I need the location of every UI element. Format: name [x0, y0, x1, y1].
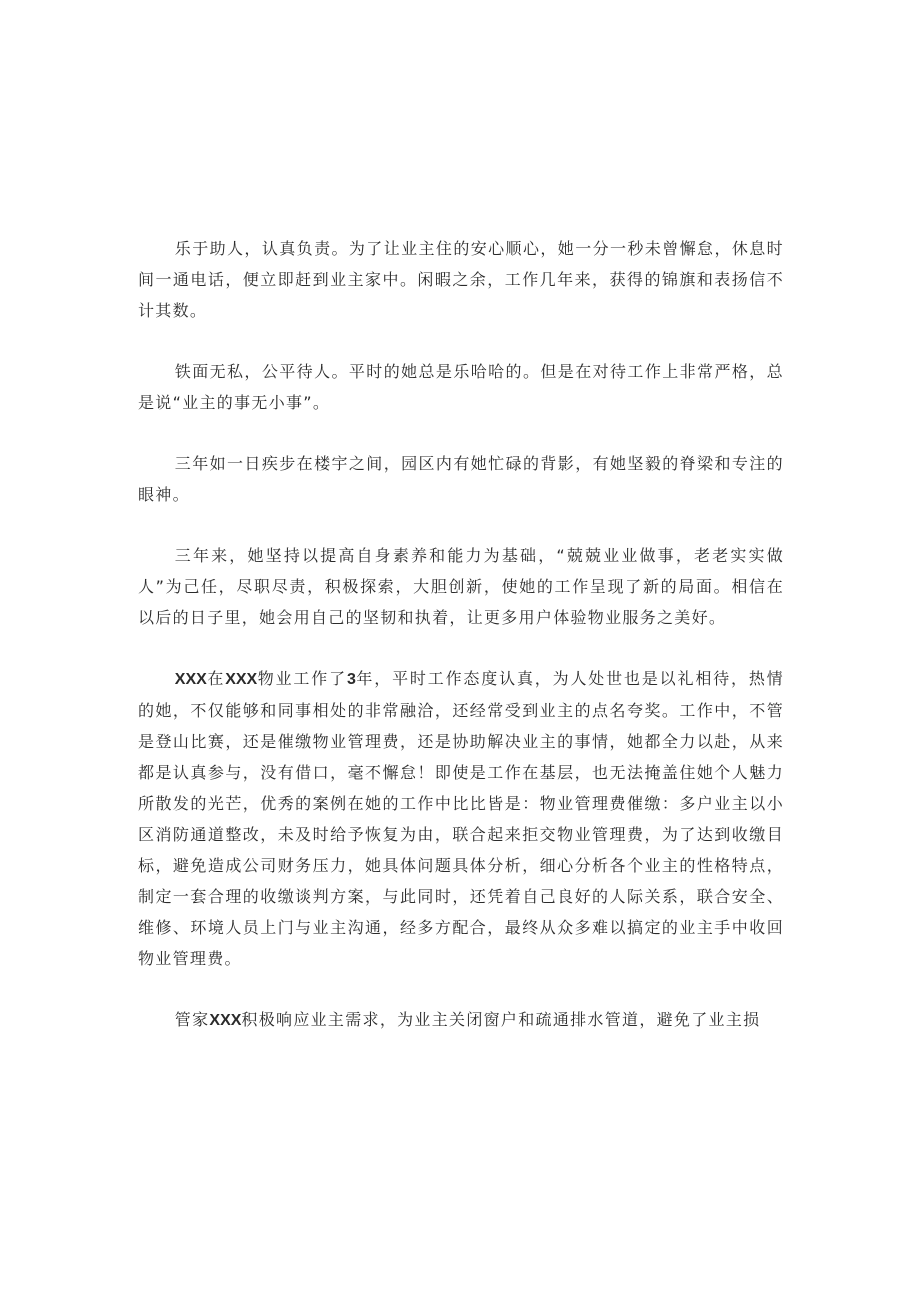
paragraph-fee-collection — [138, 663, 784, 974]
text-segment: 管家 — [174, 1010, 210, 1029]
bold-years-number: 3 — [346, 671, 356, 688]
paragraph-helpful: 乐于助人，认真负责。为了让业主住的安心顺心，她一分一秒未曾懈怠，休息时间一通电话，便立即赶到业主家中。闲暇之余，工作几年来，获得的锦旗和表扬信不计其数。 — [138, 239, 784, 320]
document-body — [138, 233, 784, 1067]
bold-company-placeholder: XXX — [225, 671, 258, 688]
text-segment: 年，平时工作态度认真，为人处世也是以礼相待，热情的她，不仅能够和同事相处的非常融洽，还经常受到业主的点名夸奖。工作中，不管是登山比赛，还是催缴物业管理费，还是协助解决业主的事情，她都全力以赴，从来都是认真参与，没有借口，毫不懈怠！即使是工作在基层，也无法掩盖住她个人魅力所散发的光芒，优秀的案例在她的工作中比比皆是：物业管理费催缴：多户业主以小区消防通道整改，未及时给予恢复为由，联合起来拒交物业管理费，为了达到收缴目标，避免造成公司财务压力，她具体问题具体分析，细心分析各个业主的性格特点，制定一套合理的收缴谈判方案，与此同时，还凭着自己良好的人际关系，联合安全、维修、环境人员上门与业主沟通，经多方配合，最终从众多难以搞定的业主手中收回物业管理费。 — [138, 669, 784, 968]
text-segment: 物业工作了 — [257, 669, 347, 688]
paragraph-dedication: 三年来，她坚持以提高自身素养和能力为基础，“兢兢业业做事，老老实实做人”为己任，尽职尽责，积极探索，大胆创新，使她的工作呈现了新的局面。相信在以后的日子里，她会用自己的坚韧和执着，让更多用户体验物业服务之美好。 — [138, 546, 784, 627]
paragraph-housekeeper — [138, 1004, 784, 1036]
paragraph-fair: 铁面无私，公平待人。平时的她总是乐哈哈的。但是在对待工作上非常严格，总是说“业主的事无小事”。 — [138, 362, 784, 412]
paragraph-three-years: 三年如一日疾步在楼宇之间，园区内有她忙碌的背影，有她坚毅的脊梁和专注的眼神。 — [138, 454, 784, 504]
text-segment: 积极响应业主需求，为业主关闭窗户和疏通排水管道，避免了业主损 — [241, 1010, 761, 1029]
bold-name-placeholder: XXX — [209, 1012, 242, 1029]
bold-name-placeholder: XXX — [174, 671, 207, 688]
text-segment: 在 — [206, 669, 226, 688]
